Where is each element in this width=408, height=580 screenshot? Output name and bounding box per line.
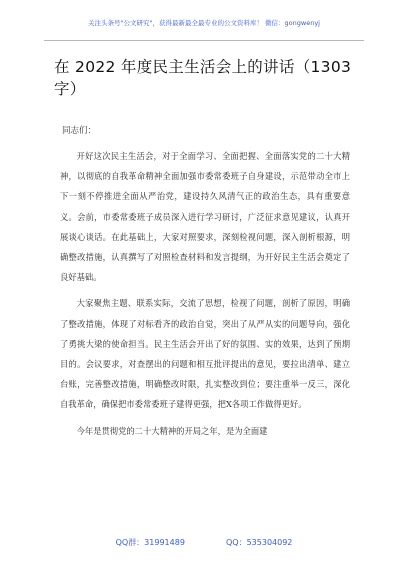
- footer-qq-group: QQ群：31991489: [115, 538, 185, 547]
- document-title: 在 2022 年度民主生活会上的讲话（1303字）: [54, 58, 352, 98]
- body-paragraph-2: 大家聚焦主题、联系实际，交流了思想，检视了问题，剖析了原因，明确了整改措施，体现了对标看齐的政治自觉，突出了从严从实的问题导向，强化了勇挑大梁的使命担当。民主生活会开出了好的氛围、实的效果，达到了预期目的。会议要求，对查摆出的问题和相互批评提出的意见，要拉出清单、建立台账，完善整改措施，明确整改时限，扎实整改到位；要注重举一反三，深化自我革命，确保把市委常委班子建得更强，把X各项工作做得更好。: [60, 298, 350, 410]
- top-banner: 关注头条号"公文研究"，获得最新最全最专业的公文资料库！ 微信：gongwenyj: [88, 19, 320, 27]
- footer-contacts: [0, 537, 408, 548]
- footer-qq: QQ：535304092: [226, 538, 293, 547]
- document-body: [60, 146, 350, 447]
- body-paragraph-1: 开好这次民主生活会，对于全面学习、全面把握、全面落实党的二十大精神，以彻底的自我革命精神全面加强市委常委班子自身建设，示范带动全市上下一刻不停推进全面从严治党，建设持久风清气正的政治生态，具有重要意义。会前，市委常委班子成员深入进行学习研讨，广泛征求意见建议，认真开展谈心谈话。在此基础上，大家对照要求，深刻检视问题，深入剖析根源，明确整改措施，认真撰写了对照检查材料和发言提纲，为开好民主生活会奠定了良好基础。: [60, 151, 350, 283]
- salutation: 同志们：: [62, 126, 97, 136]
- body-paragraph-3: 今年是贯彻党的二十大精神的开局之年，是为全面建: [76, 425, 268, 436]
- banner-divider: [44, 40, 364, 41]
